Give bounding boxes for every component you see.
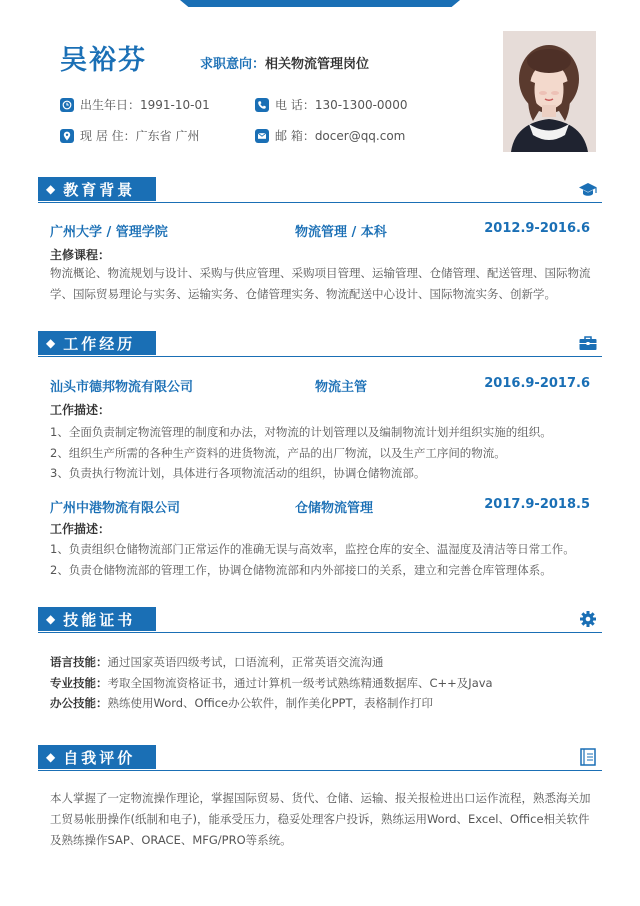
section-title: 教育背景 — [63, 180, 136, 199]
job-intention — [200, 53, 369, 72]
section-title: 技能证书 — [63, 610, 136, 629]
notebook-icon — [578, 748, 598, 766]
courses-label: 主修课程： — [50, 248, 111, 262]
job-date: 2017.9-2018.5 — [484, 497, 590, 512]
section-divider — [38, 770, 602, 771]
self-evaluation-text: 本人掌握了一定物流操作理论，掌握国际贸易、货代、仓储、运输、报关报检进出口运作流程，熟悉海关加工贸易帐册操作(纸制和电子)，能承受压力，稳妥处理客户投诉，熟练运用Word、Excel、Office相关软件及熟练操作SAP、ORACE、MFG/PRO等系统。 — [50, 791, 591, 847]
phone-icon — [255, 98, 269, 112]
section-divider — [38, 632, 602, 633]
candidate-name: 吴裕芬 — [60, 45, 147, 76]
envelope-icon — [255, 129, 269, 143]
briefcase-icon — [578, 334, 598, 352]
job-desc-item: 1、全面负责制定物流管理的制度和办法，对物流的计划管理以及编制物流计划并组织实施的组织。 — [50, 425, 552, 439]
clock-icon — [60, 98, 74, 112]
company-name: 汕头市德邦物流有限公司 — [50, 380, 194, 395]
section-self-header: ◆ 自我评价 — [38, 745, 602, 771]
section-skills-header: ◆ 技能证书 — [38, 607, 602, 633]
residence-info: 现 居 住：广东省 广州 — [60, 127, 199, 144]
job-desc-label: 工作描述： — [50, 403, 111, 417]
section-divider — [38, 356, 602, 357]
job-desc-label: 工作描述： — [50, 522, 111, 536]
courses-text: 物流概论、物流规划与设计、采购与供应管理、采购项目管理、运输管理、仓储管理、配送管理、国际物流学、国际贸易理论与实务、运输实务、仓储管理实务、物流配送中心设计、国际物流实务、创新学。 — [50, 266, 591, 301]
profile-photo — [503, 31, 596, 152]
top-accent-bar — [180, 0, 460, 7]
job-desc-item: 3、负责执行物流计划，具体进行各项物流活动的组织，协调仓储物流部。 — [50, 466, 426, 480]
job-position: 物流主管 — [315, 380, 368, 395]
section-title: 工作经历 — [63, 334, 136, 353]
phone-info: 电 话：130-1300-0000 — [255, 96, 407, 113]
email-info: 邮 箱：docer@qq.com — [255, 127, 405, 144]
location-pin-icon — [60, 129, 74, 143]
graduation-cap-icon — [578, 180, 598, 198]
skill-item: 语言技能：通过国家英语四级考试，口语流利，正常英语交流沟通 — [50, 655, 384, 669]
skill-item: 专业技能：考取全国物流资格证书，通过计算机一级考试熟练精通数据库、C++及Java — [50, 676, 493, 690]
section-education-header: ◆ 教育背景 — [38, 177, 602, 203]
birth-info: 出生年日：1991-10-01 — [60, 96, 210, 113]
section-divider — [38, 202, 602, 203]
section-work-header: ◆ 工作经历 — [38, 331, 602, 357]
section-title: 自我评价 — [63, 748, 136, 767]
education-date: 2012.9-2016.6 — [484, 221, 590, 236]
job-desc-item: 2、组织生产所需的各种生产资料的进货物流，产品的出厂物流，以及生产工序间的物流。 — [50, 446, 506, 460]
job-desc-item: 1、负责组织仓储物流部门正常运作的准确无误与高效率，监控仓库的安全、温湿度及清洁等日常工作。 — [50, 542, 575, 556]
skill-item: 办公技能：熟练使用Word、Office办公软件，制作美化PPT，表格制作打印 — [50, 696, 434, 710]
job-date: 2016.9-2017.6 — [484, 376, 590, 391]
job-intention-label: 求职意向： — [200, 57, 266, 72]
gear-icon — [578, 610, 598, 628]
job-position: 仓储物流管理 — [295, 501, 374, 516]
school-name: 广州大学 / 管理学院 — [50, 225, 168, 240]
major: 物流管理 / 本科 — [295, 225, 387, 240]
job-intention-value: 相关物流管理岗位 — [265, 57, 370, 72]
job-desc-item: 2、负责仓储物流部的管理工作，协调仓储物流部和内外部接口的关系，建立和完善仓库管理体系。 — [50, 563, 552, 577]
company-name: 广州中港物流有限公司 — [50, 501, 181, 516]
